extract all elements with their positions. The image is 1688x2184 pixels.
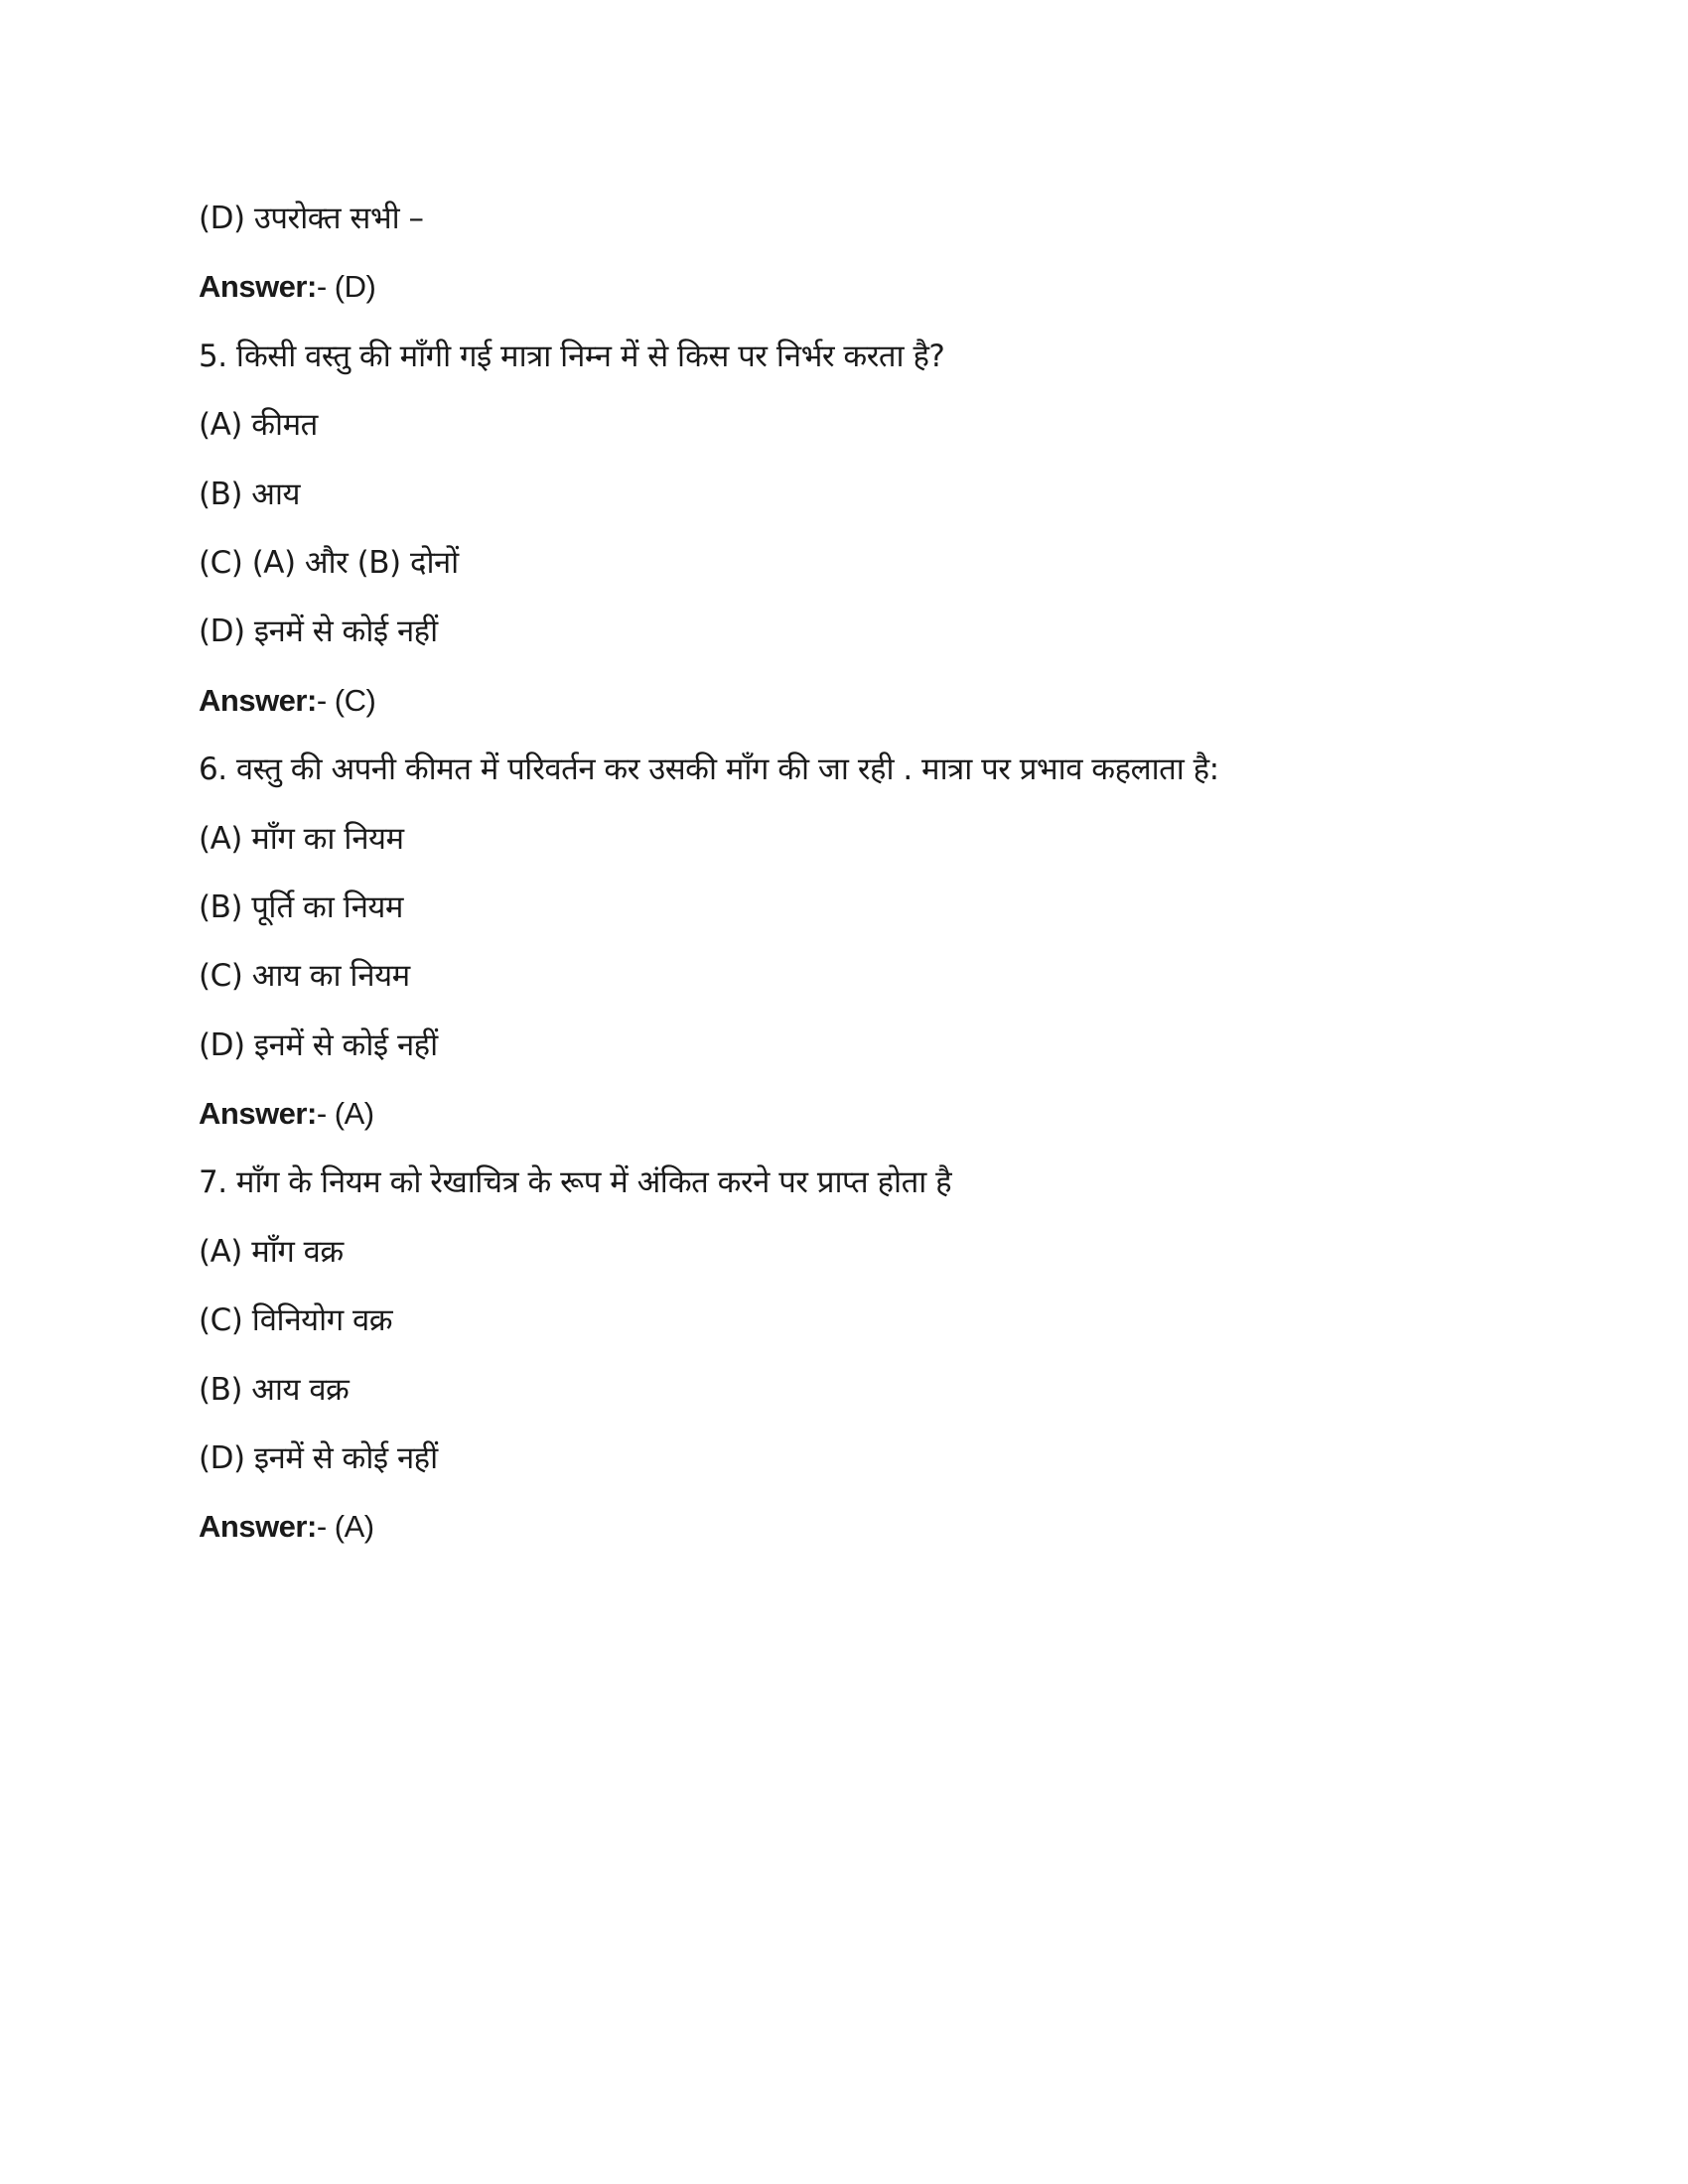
option-line: (B) पूर्ति का नियम [199,888,403,925]
option-line: (A) माँग का नियम [199,820,404,857]
answer-value: - (A) [316,1509,374,1545]
option-line: (A) माँग वक्र [199,1233,344,1270]
option-line: (B) आय [199,476,300,512]
option-line: (D) इनमें से कोई नहीं [199,1440,438,1477]
answer-value: - (C) [316,682,376,718]
option-line: (C) विनियोग वक्र [199,1302,393,1339]
answer-value: - (D) [316,269,376,305]
question-line: 7. माँग के नियम को रेखाचित्र के रूप में अंकित करने पर प्राप्त होता है [199,1164,952,1201]
option-line: (D) इनमें से कोई नहीं [199,614,438,650]
answer-line [199,677,1509,746]
answer-label: Answer: [199,1096,317,1132]
answer-line [199,1090,1509,1159]
option-line: (C) आय का नियम [199,958,410,995]
answer-label: Answer: [199,682,317,718]
question-line: 6. वस्तु की अपनी कीमत में परिवर्तन कर उसकी माँग की जा रही . मात्रा पर प्रभाव कहलाता है: [199,751,1219,788]
option-line: (A) कीमत [199,407,318,444]
answer-value: - (A) [316,1096,374,1132]
answer-line [199,1503,1509,1571]
document-page [199,195,1509,1572]
question-line: 5. किसी वस्तु की माँगी गई मात्रा निम्न में से किस पर निर्भर करता है? [199,338,945,374]
option-line: (C) (A) और (B) दोनों [199,544,459,581]
answer-line [199,263,1509,332]
option-line: (D) उपरोक्त सभी – [199,201,424,236]
option-line: (B) आय वक्र [199,1371,350,1408]
answer-label: Answer: [199,269,317,305]
answer-label: Answer: [199,1509,317,1545]
option-line: (D) इनमें से कोई नहीं [199,1026,438,1063]
